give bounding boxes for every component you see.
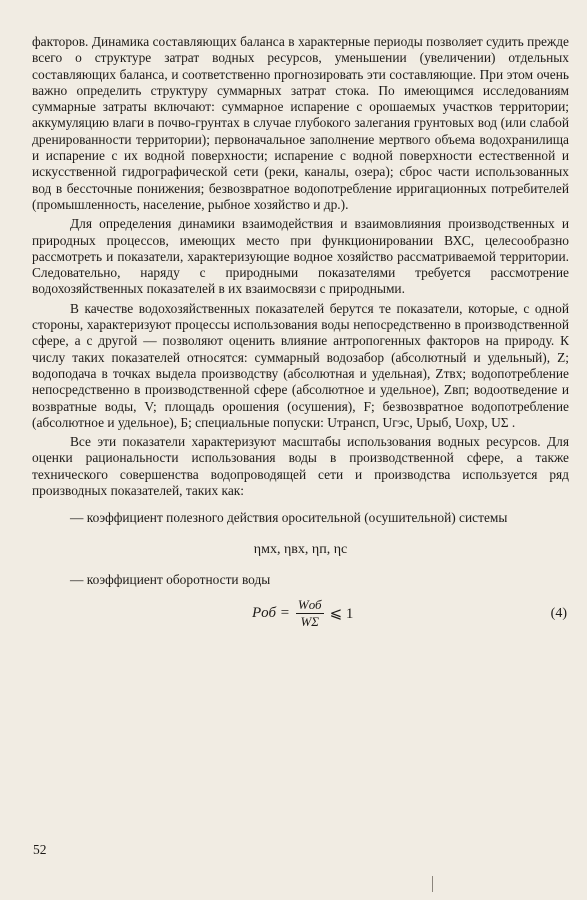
paragraph-5: — коэффициент полезного действия оросительной (осушительной) системы (70, 510, 508, 526)
paragraph-4: Все эти показатели характеризуют масштабы использования водных ресурсов. Для оценки рациональности использования воды в производственной сфере, а также технического совершенства водопроводящей сети и производства используется ряд производных показателей, таких как: (32, 434, 569, 499)
formula-efficiency: ηмх, ηвх, ηп, ηс (253, 541, 348, 557)
edge-mark (432, 876, 433, 892)
formula-turnover-body (252, 598, 353, 629)
paragraph-2: Для определения динамики взаимодействия и взаимовлияния производственных и природных процессов, имеющих место при функционировании ВХС, целесообразно рассмотреть и показатели, характеризующие водное хозяйство рассматриваемой территории. Следовательно, наряду с природными показателями требуется рассмотрение водохозяйственных показателей в их взаимосвязи с природными. (32, 216, 569, 297)
formula-lhs: Pоб = (252, 604, 290, 621)
paragraph-6: — коэффициент оборотности воды (70, 571, 271, 587)
paragraph-1: факторов. Динамика составляющих баланса в характерные периоды позволяет судить прежде всего о структуре затрат водных ресурсов, уменьшении (увеличении) отдельных составляющих баланса, и соответственно прогнозировать эти составляющие. При этом очень важно определить структуру суммарных затрат стока. По имеющимся исследованиям суммарные затраты включают: суммарное испарение с орошаемых участков территории; аккумуляцию влаги в почво-грунтах в случае глубокого залегания грунтовых вод (или слабой дренированности территории); первоначальное заполнение мертвого объема водохранилища и испарение с их водной поверхности; испарение с водной поверхности естественной и искусственной гидрографической сети (реки, каналы, озера); сброс части использованных вод в бессточные понижения; безвозвратное водопотребление ирригационных потребителей (промышленность, население, рыбное хозяйство и др.). (32, 34, 569, 212)
formula-turnover (32, 594, 569, 634)
equation-number: (4) (550, 605, 567, 621)
paragraph-3: В качестве водохозяйственных показателей берутся те показатели, которые, с одной стороны, характеризуют процессы использования воды непосредственно в производственной сфере, а с другой — позволяют оценить влияние антропогенных факторов на природу. К числу таких показателей относятся: суммарный водозабор (абсолютный и удельный), Z; водоподача в точках выдела производству (абсолютная и удельная), Zтвх; водопотребление непосредственно в производственной сфере (абсолютное и удельное), Zвп; водоотведение и возвратные воды, V; площадь орошения (осушения), F; безвозвратное водопотребление (абсолютное и удельное), Б; специальные попуски: Uтрансп, Uгэс, Uрыб, Uохр, UΣ . (32, 300, 569, 430)
formula-fraction (296, 598, 324, 629)
formula-numerator: Wоб (297, 596, 322, 612)
formula-rhs: ⩽ 1 (329, 605, 354, 622)
formula-denominator: WΣ (300, 613, 320, 629)
page-number: 52 (33, 842, 47, 857)
